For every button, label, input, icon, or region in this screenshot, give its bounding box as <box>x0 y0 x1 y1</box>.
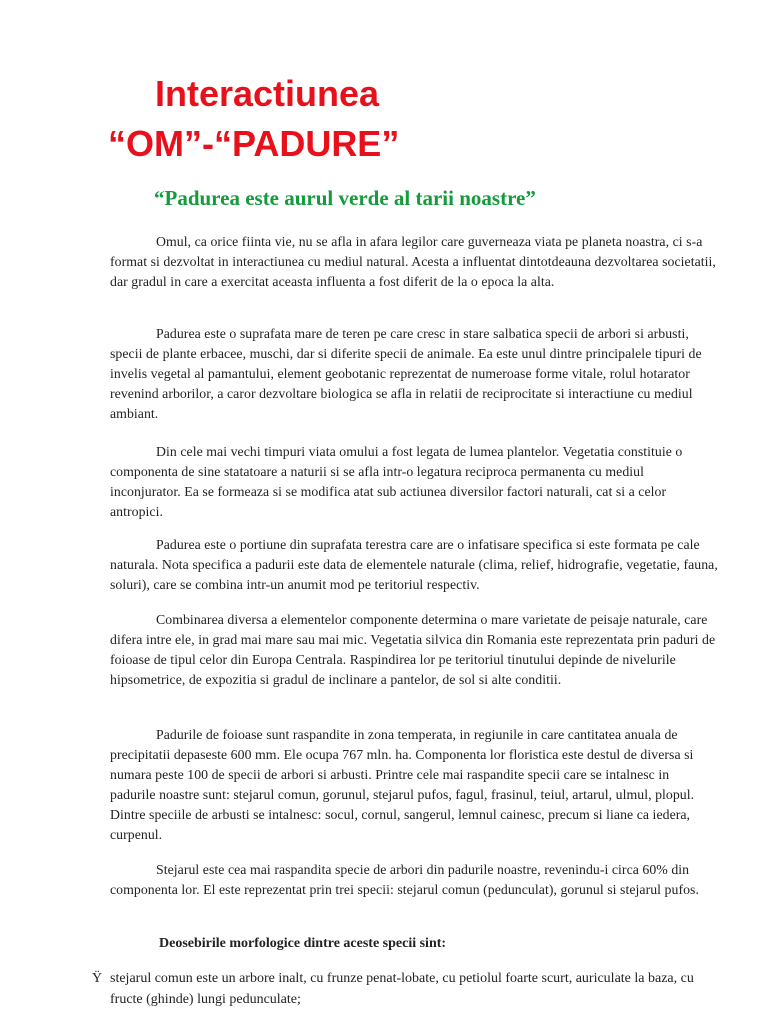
paragraph-7: Stejarul este cea mai raspandita specie de arbori din padurile noastre, revenindu-i circa 60% din componenta lor. El este reprezentat prin trei specii: stejarul comun (pedunculat), gorunul si stejarul pufos. <box>110 862 699 897</box>
paragraph-5: Combinarea diversa a elementelor componente determina o mare varietate de peisaje naturale, care difera intre ele, in grad mai mare sau mai mic. Vegetatia silvica din Romania este reprezentata prin paduri de foioase de tipul celor din Europa Centrala. Raspindirea lor pe teritoriul tinutului depinde de nivelurile hipsometrice, de expozitia si gradul de inclinare a pantelor, de sol si alte conditii. <box>110 612 716 687</box>
title-line-2: “OM”-“PADURE” <box>108 123 400 164</box>
paragraph-3: Din cele mai vechi timpuri viata omului a fost legata de lumea plantelor. Vegetatia constituie o componenta de sine statatoare a naturii si se afla intr-o legatura reciproca permanenta cu mediul inconjurator. Ea se formeaza si se modifica atat sub actiunea diversilor factori naturali, cat si a celor antropici. <box>110 444 683 519</box>
paragraph-6: Padurile de foioase sunt raspandite in zona temperata, in regiunile in care cantitatea anuala de precipitatii depaseste 600 mm. Ele ocupa 767 mln. ha. Componenta lor floristica este destul de diversa si numara peste 100 de specii de arbori si arbusti. Printre cele mai raspandite specii care se intalnesc in padurile noastre sunt: stejarul comun, gorunul, stejarul pufos, fagul, frasinul, teiul, artarul, ulmul, plopul. Dintre speciile de arbusti se intalnesc: socul, cornul, sangerul, lemnul cainesc, precum si liane ca iedera, curpenul. <box>110 727 695 842</box>
title-line-1: Interactiunea <box>155 73 380 114</box>
bullet-marker: Ÿ <box>92 971 103 986</box>
paragraph-2: Padurea este o suprafata mare de teren pe care cresc in stare salbatica specii de arbori si arbusti, specii de plante erbacee, muschi, dar si diferite specii de animale. Ea este unul dintre principalele tipuri de invelis vegetal al pamantului, element geobotanic reprezentat de numeroase forme vitale, rolul hotarator revenind arborilor, a caror dezvoltare biologica se afla in relatii de reciprocitate si interactiune cu mediul ambiant. <box>110 326 702 421</box>
bullet-text: stejarul comun este un arbore inalt, cu frunze penat-lobate, cu petiolul foarte scurt, auriculate la baza, cu fructe (ghinde) lungi pedunculate; <box>110 971 694 1007</box>
section-heading: Deosebirile morfologice dintre aceste specii sint: <box>159 936 447 951</box>
bullet-item <box>90 968 718 1010</box>
subtitle: “Padurea este aurul verde al tarii noastre” <box>154 186 536 210</box>
paragraph-4: Padurea este o portiune din suprafata terestra care are o infatisare specifica si este formata pe cale naturala. Nota specifica a padurii este data de elementele naturale (clima, relief, hidrografie, vegetatie, fauna, soluri), care se combina intr-un anumit mod pe teritoriul respectiv. <box>110 537 718 592</box>
paragraph-1: Omul, ca orice fiinta vie, nu se afla in afara legilor care guverneaza viata pe planeta noastra, ci s-a format si dezvoltat in interactiunea cu mediul natural. Acesta a influentat dintotdeauna dezvoltarea societatii, dar gradul in care a exercitat aceasta influenta a fost diferit de la o epoca la alta. <box>110 234 716 289</box>
